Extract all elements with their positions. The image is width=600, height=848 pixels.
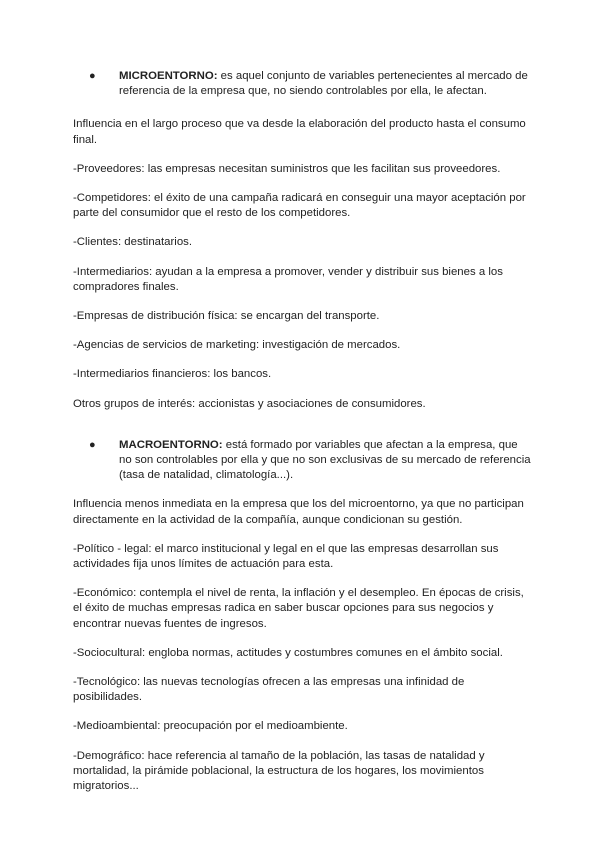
micro-item-financieros: -Intermediarios financieros: los bancos. [73,368,272,381]
macro-item-tecnologico: -Tecnológico: las nuevas tecnologías ofrecen a las empresas una infinidad de posibilidades. [73,676,465,704]
micro-item-distribucion: -Empresas de distribución física: se encargan del transporte. [73,310,380,323]
micro-item-proveedores: -Proveedores: las empresas necesitan suministros que les facilitan sus proveedores. [73,162,501,175]
macro-item-demografico: -Demográfico: hace referencia al tamaño de la población, las tasas de natalidad y mortalidad, la pirámide poblacional, la estructura de los hogares, los movimientos migratorios... [73,749,485,793]
macroentorno-definition [119,438,533,484]
macro-item-politico: -Político - legal: el marco institucional y legal en el que las empresas desarrollan sus actividades fija unos límites de actuación para esta. [73,542,499,571]
macroentorno-text: está formado por variables que afectan a la empresa, que no son controlables por ella y que no son exclusivas de su mercado de referencia (tasa de natalidad, climatología...). [119,438,531,482]
micro-item-otros-grupos: Otros grupos de interés: accionistas y asociaciones de consumidores. [73,397,426,410]
macro-item-economico: -Económico: contempla el nivel de renta, la inflación y el desempleo. En épocas de crisis, el éxito de muchas empresas radica en saber buscar opciones para sus negocios y encontrar nuevas fuentes de ingresos. [73,587,524,630]
macroentorno-heading: MACROENTORNO: [119,438,223,451]
microentorno-definition [119,69,533,99]
microentorno-intro: Influencia en el largo proceso que va desde la elaboración del producto hasta el consumo final. [73,118,526,146]
microentorno-bullet [89,69,533,99]
macro-item-medioambiental: -Medioambiental: preocupación por el medioambiente. [73,720,348,733]
bullet-icon: ● [89,438,96,451]
macroentorno-bullet [89,438,533,484]
macroentorno-intro: Influencia menos inmediata en la empresa que los del microentorno, ya que no participan directamente en la actividad de la compañía, aunque condicionan su gestión. [73,498,524,526]
bullet-icon: ● [89,70,96,82]
micro-item-competidores: -Competidores: el éxito de una campaña radicará en conseguir una mayor aceptación por parte del consumidor que el resto de los competidores. [73,192,526,220]
micro-item-intermediarios: -Intermediarios: ayudan a la empresa a promover, vender y distribuir sus bienes a los compradores finales. [73,265,503,293]
macro-item-sociocultural: -Sociocultural: engloba normas, actitudes y costumbres comunes en el ámbito social. [73,646,503,659]
microentorno-text: es aquel conjunto de variables pertenecientes al mercado de referencia de la empresa que, no siendo controlables por ella, le afectan. [119,70,528,98]
micro-item-agencias: -Agencias de servicios de marketing: investigación de mercados. [73,339,401,352]
document-page [73,69,533,794]
microentorno-heading: MICROENTORNO: [119,70,218,82]
micro-item-clientes: -Clientes: destinatarios. [73,236,193,249]
